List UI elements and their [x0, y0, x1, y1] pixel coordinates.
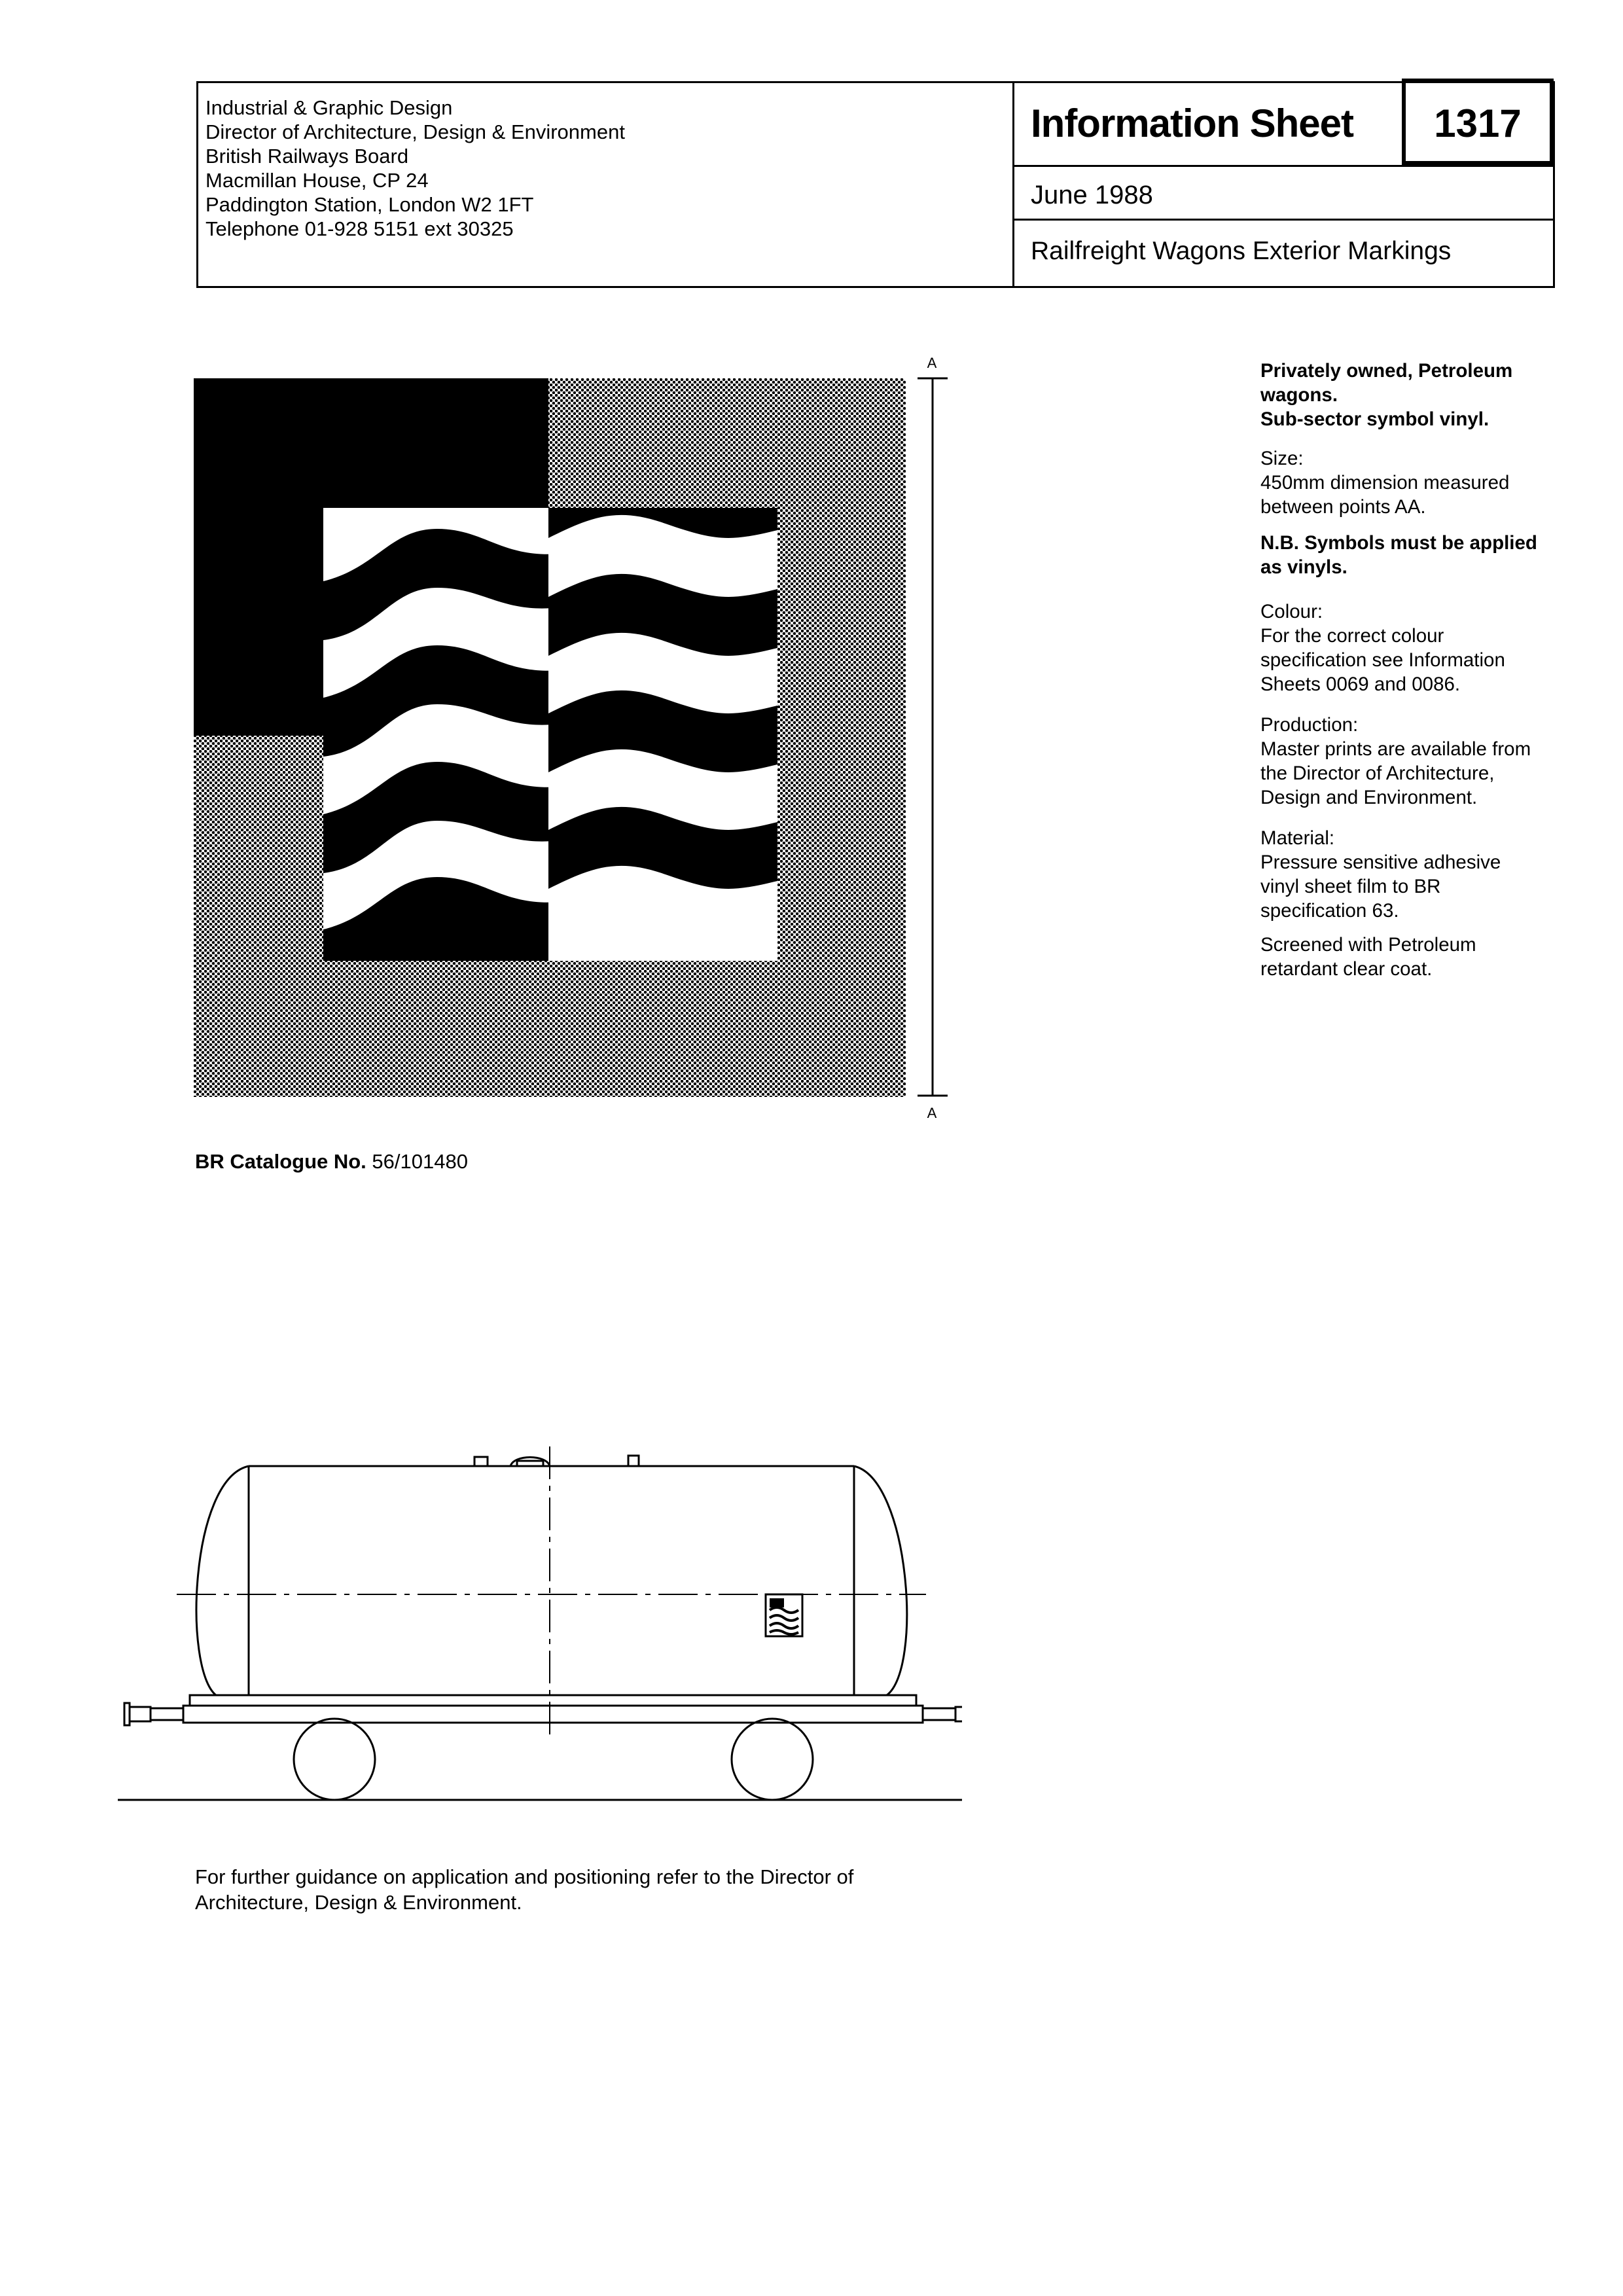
footer-note: [195, 1864, 980, 1915]
address-line: Telephone 01-928 5151 ext 30325: [205, 217, 514, 240]
notes-heading-line: Sub-sector symbol vinyl.: [1260, 408, 1489, 430]
production-text: Master prints are available from: [1260, 738, 1531, 760]
sheet-number: 1317: [1434, 101, 1522, 145]
notes-heading: [1260, 359, 1568, 431]
notes-production: [1260, 713, 1568, 810]
header-row-divider: [1012, 219, 1555, 221]
size-text: between points AA.: [1260, 496, 1426, 518]
colour-text: Sheets 0069 and 0086.: [1260, 673, 1461, 695]
tank-wagon-drawing: [111, 1407, 962, 1820]
address-line: British Railways Board: [205, 145, 409, 168]
sheet-title: Information Sheet: [1031, 101, 1354, 145]
notes-material: [1260, 826, 1568, 923]
petroleum-symbol: [194, 378, 906, 1097]
footer-line: Architecture, Design & Environment.: [195, 1891, 522, 1914]
colour-text: For the correct colour: [1260, 625, 1444, 647]
colour-label: Colour:: [1260, 601, 1323, 622]
nb-text: as vinyls.: [1260, 556, 1347, 578]
sheet-subject: Railfreight Wagons Exterior Markings: [1031, 237, 1452, 265]
notes-colour: [1260, 600, 1568, 696]
catalogue-number: [195, 1150, 468, 1174]
notes-screened: [1260, 933, 1568, 981]
nb-text: N.B. Symbols must be applied: [1260, 532, 1537, 554]
dimension-label-bottom: A: [927, 1105, 937, 1121]
address-line: Director of Architecture, Design & Environment: [205, 120, 625, 143]
header-divider: [1012, 81, 1014, 288]
catalogue-value: 56/101480: [372, 1150, 468, 1173]
footer-line: For further guidance on application and positioning refer to the Director of: [195, 1865, 854, 1888]
production-label: Production:: [1260, 714, 1359, 736]
notes-nb: [1260, 531, 1568, 579]
material-text: Pressure sensitive adhesive: [1260, 852, 1501, 873]
address-line: Industrial & Graphic Design: [205, 96, 453, 119]
dimension-label-top: A: [927, 355, 937, 371]
material-label: Material:: [1260, 827, 1335, 849]
material-text: vinyl sheet film to BR: [1260, 876, 1441, 897]
screened-text: retardant clear coat.: [1260, 958, 1433, 980]
production-text: the Director of Architecture,: [1260, 762, 1495, 784]
size-text: 450mm dimension measured: [1260, 472, 1510, 493]
header-row-divider: [1012, 165, 1555, 167]
notes-heading-line: wagons.: [1260, 384, 1338, 406]
catalogue-label: BR Catalogue No.: [195, 1150, 366, 1173]
sheet-date: June 1988: [1031, 181, 1153, 209]
colour-text: specification see Information: [1260, 649, 1505, 671]
notes-size: [1260, 446, 1568, 519]
address-block: [205, 96, 625, 241]
size-label: Size:: [1260, 448, 1304, 469]
production-text: Design and Environment.: [1260, 787, 1478, 808]
address-line: Macmillan House, CP 24: [205, 169, 429, 192]
dimension-line: [910, 353, 955, 1126]
notes-heading-line: Privately owned, Petroleum: [1260, 360, 1513, 382]
address-line: Paddington Station, London W2 1FT: [205, 193, 534, 216]
screened-text: Screened with Petroleum: [1260, 934, 1476, 956]
material-text: specification 63.: [1260, 900, 1399, 922]
